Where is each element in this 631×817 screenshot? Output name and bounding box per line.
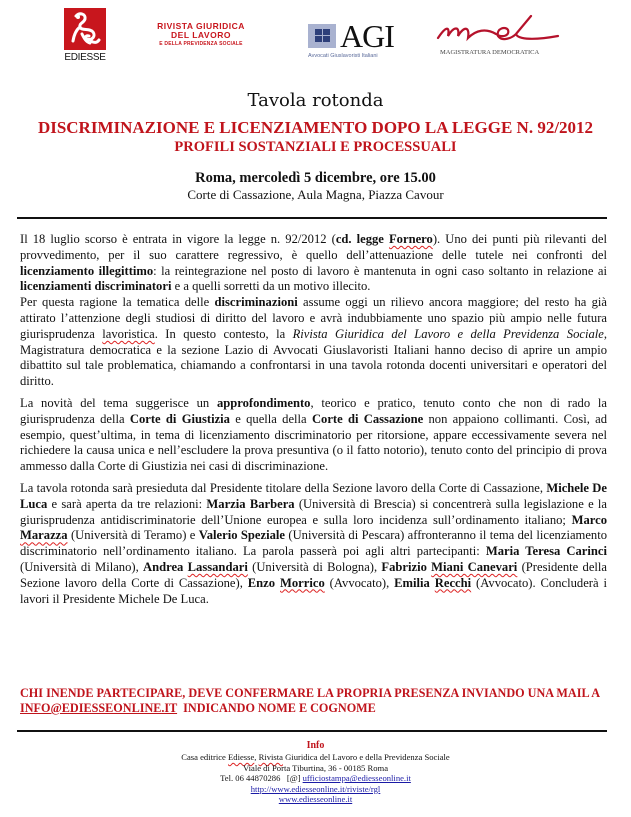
spellcheck-word: Fornero: [388, 232, 433, 246]
info-publisher: [0, 752, 631, 763]
speaker-name: Recchi: [434, 575, 472, 590]
event-type: Tavola rotonda: [247, 90, 384, 111]
text: , Magistratura democratica e la sezione Lazio di Avvocati Giuslavoristi Italiani hanno deciso di aprire un ampio dibattito sul tale problematica, chiamando a confrontarsi in una tavola rotonda docenti universitari e operatori del diritto.: [20, 326, 607, 389]
text: e a quelli sorretti da un motivo illecito.: [171, 279, 371, 294]
registration-notice: [20, 686, 607, 716]
registration-line-1: CHI INENDE PARTECIPARE, DEVE CONFERMARE LA PROPRIA PRESENZA INVIANDO UNA MAIL A: [20, 686, 601, 700]
text: (Università di Milano),: [20, 559, 143, 574]
speaker-name: Enzo: [247, 575, 280, 590]
text: La novità del tema suggerisce un: [20, 395, 217, 410]
speaker-name: Marazza: [20, 528, 68, 543]
text: Giuridica del Lavoro e della Previdenza Sociale: [282, 752, 450, 762]
bold-text: discriminazioni: [214, 295, 298, 310]
speaker-name: Emilia: [394, 575, 435, 590]
text: (Università di Bologna),: [247, 559, 382, 574]
text: Il 18 luglio scorso è entrata in vigore la legge n. 92/2012 (: [20, 232, 336, 246]
paragraph-speakers: [20, 481, 607, 607]
text: (Avvocato),: [324, 575, 395, 590]
site-url-link[interactable]: www.ediesseonline.it: [278, 794, 353, 805]
speaker-name: Fabrizio: [381, 559, 432, 574]
speaker-name: Marzia Barbera: [206, 496, 295, 511]
info-address: Viale di Porta Tiburtina, 36 - 00185 Roma: [242, 762, 389, 773]
event-subtitle: PROFILI SOSTANZIALI E PROCESSUALI: [174, 139, 457, 155]
agi-wordmark: AGI: [340, 18, 394, 54]
info-footer: [0, 740, 631, 805]
rgl-line-3: E DELLA PREVIDENZA SOCIALE: [159, 41, 243, 47]
text: e quella della: [229, 411, 312, 426]
info-heading: Info: [306, 740, 325, 751]
bold-text: licenziamento illegittimo: [20, 263, 154, 278]
text: (Università di Teramo) e: [67, 528, 199, 543]
rgl-line-2: DEL LAVORO: [171, 30, 231, 40]
speaker-name: Miani Canevari: [431, 559, 518, 574]
text: e sarà aperta da tre relazioni:: [47, 496, 207, 511]
spellcheck-word: lavoristica: [102, 326, 155, 341]
text: assume oggi un rilievo ancora maggiore; del resto ha già attirato l’attenzione degli studiosi di diritto del lavoro e avrà indubbiamente uno spazio più ampio nelle futura giurisprudenza: [20, 295, 607, 341]
speaker-name: Marco: [571, 512, 607, 527]
ediesse-wordmark: EDIESSE: [64, 52, 106, 63]
md-subtitle: MAGISTRATURA DEMOCRATICA: [440, 49, 540, 56]
info-rgl-url: [0, 784, 631, 795]
press-email-link[interactable]: ufficiostampa@ediesseonline.it: [302, 773, 411, 784]
spellcheck-word: Ediesse: [228, 752, 255, 762]
event-heading: [0, 90, 631, 203]
bold-text: licenziamenti discriminatori: [20, 279, 172, 294]
text: Casa editrice: [181, 752, 229, 762]
paragraph-topic: [20, 396, 607, 475]
text: (Università di Pescara) affronteranno il tema del licenziamento discriminatorio nell’ordinamento italiano. La parola passerà poi agli altri partecipanti:: [20, 528, 608, 559]
agi-squares-icon: [308, 24, 336, 48]
text: (Avvocato). Concluderà i lavori il Presidente Michele De Luca.: [20, 575, 607, 606]
paragraph-context: [20, 295, 607, 390]
text: . In questo contesto, la: [154, 326, 293, 341]
text: Per questa ragione la tematica delle: [20, 295, 215, 310]
speaker-name: Maria Teresa Carinci: [485, 544, 607, 559]
registration-line-2: [20, 701, 607, 716]
speaker-name: Michele De Luca: [20, 480, 607, 511]
info-phone: Tel. 06 44870286 [@]: [220, 773, 303, 784]
event-location: Corte di Cassazione, Aula Magna, Piazza Cavour: [187, 187, 444, 202]
logo-bar: [0, 0, 631, 78]
info-contacts: [0, 773, 631, 784]
text: : la reintegrazione nel posto di lavoro è mantenuta in ogni caso soltanto in relazione ai: [153, 263, 607, 278]
ediesse-logo: [62, 8, 108, 63]
registration-line-2-text: INDICANDO NOME E COGNOME: [177, 701, 376, 715]
speaker-name: Morrico: [280, 575, 325, 590]
rgl-line-1: RIVISTA GIURIDICA: [157, 21, 245, 31]
text: (Presidente della Sezione lavoro della Corte di Cassazione),: [20, 559, 607, 590]
bold-text: Corte di Giustizia: [129, 411, 230, 426]
rgl-url-link[interactable]: http://www.ediesseonline.it/riviste/rgl: [250, 783, 381, 794]
md-script-icon: [436, 14, 561, 46]
text: ,: [254, 752, 259, 762]
seahorse-icon: [64, 8, 106, 50]
speaker-name: Lassandari: [187, 559, 248, 574]
registration-email-link[interactable]: INFO@EDIESSEONLINE.IT: [20, 701, 178, 715]
event-description: [20, 232, 607, 607]
bottom-divider: [17, 730, 607, 732]
md-logo: [436, 14, 566, 56]
text: , teorico e pratico, tenuto conto che non di rado la giurisprudenza della: [20, 395, 607, 426]
text: La tavola rotonda sarà presieduta dal Presidente titolare della Sezione lavoro della Corte di Cassazione,: [20, 480, 547, 495]
bold-text: approfondimento: [216, 395, 311, 410]
paragraph-intro: [20, 232, 607, 295]
text: non appaiono collimanti. Così, ad esempio, quest’ultima, in tema di licenziamento discriminatorio per ritorsione, appare eccessivamente severa nel richiedere la causa unica e nell’escludere la prova presuntiva (o il fatto notorio), tenuto conto del principio di prova ammesso dalla Corte di Giustizia nei casi di discriminazione.: [20, 411, 608, 474]
bold-text: Corte di Cassazione: [311, 411, 424, 426]
spellcheck-word: Rivista: [258, 752, 283, 762]
agi-subtitle: Avvocati Giuslavoristi Italiani: [308, 53, 378, 59]
event-title: DISCRIMINAZIONE E LICENZIAMENTO DOPO LA LEGGE N. 92/2012: [37, 118, 594, 137]
speaker-name: Valerio Speziale: [198, 528, 285, 543]
text: ). Uno dei punti più rilevanti del provvedimento, per il suo carattere regressivo, è quello dell’attenuazione delle tutele nei confronti del: [20, 232, 608, 262]
speaker-name: Andrea: [143, 559, 188, 574]
info-site-url: [0, 794, 631, 805]
top-divider: [17, 217, 607, 219]
rgl-logo: [146, 22, 256, 49]
italic-text: Rivista Giuridica del Lavoro e della Previdenza Sociale: [292, 326, 604, 341]
event-date-time: Roma, mercoledì 5 dicembre, ore 15.00: [195, 170, 436, 186]
bold-text: cd. legge: [335, 232, 389, 246]
text: (Università di Brescia) si concentrerà sulla legislazione e la giurisprudenza antidiscriminatorie dell’Unione europea e sulla loro incidenza sull’ordinamento italiano;: [20, 496, 607, 527]
